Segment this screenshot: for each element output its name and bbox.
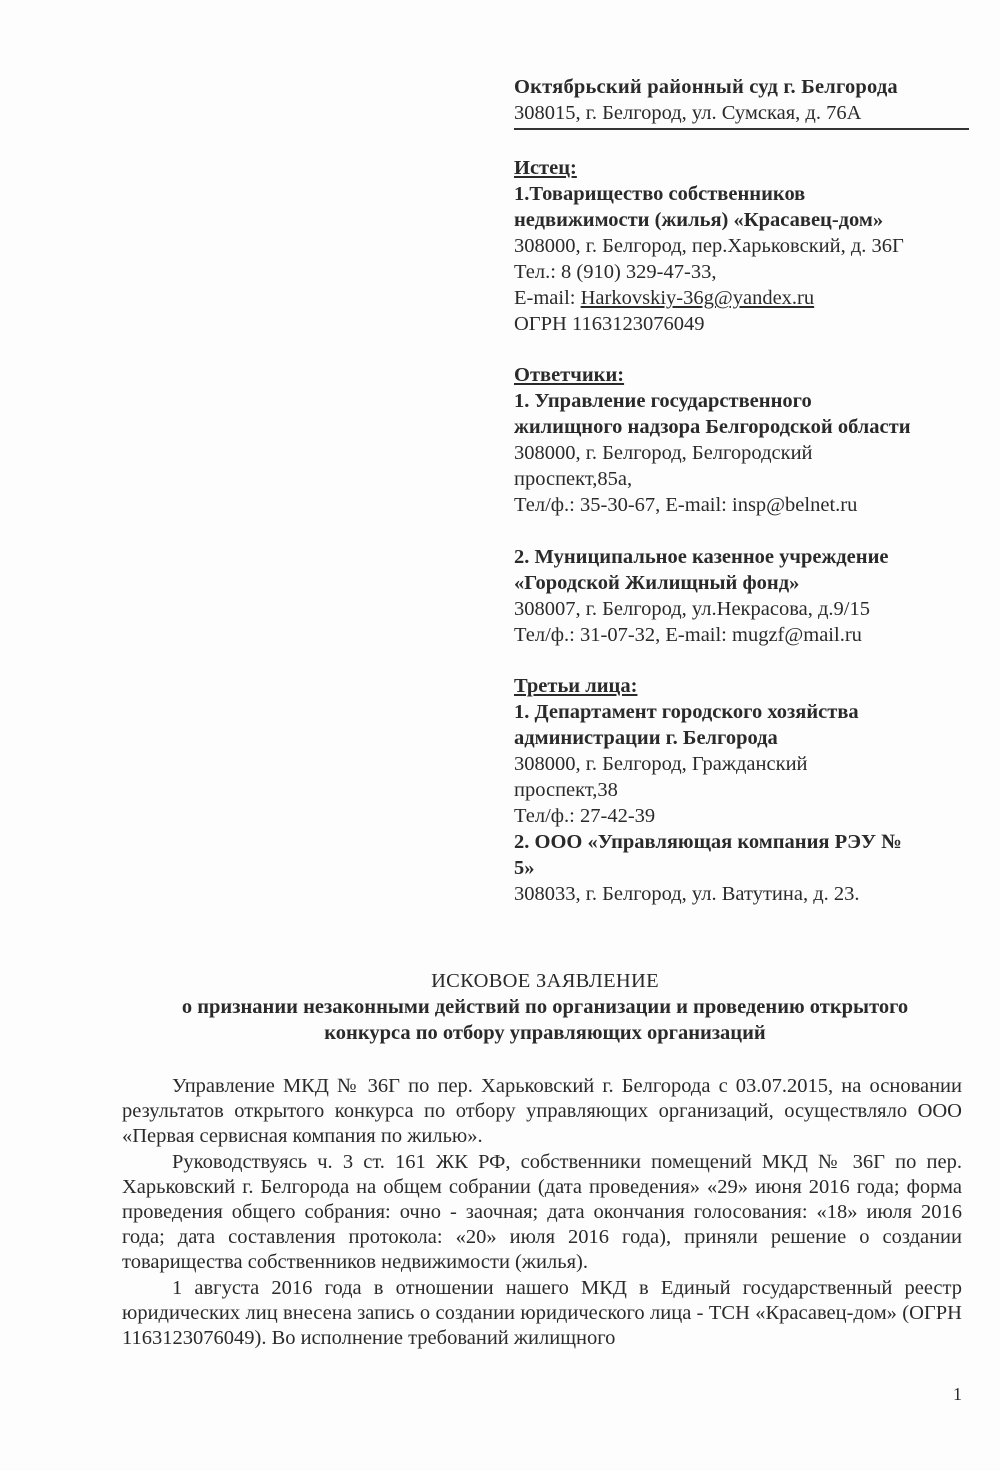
plaintiff-email-link[interactable]: Harkovskiy-36g@yandex.ru bbox=[580, 287, 815, 309]
third-party-1-name-line2: администрации г. Белгорода bbox=[514, 727, 778, 749]
defendants-block bbox=[514, 362, 969, 648]
third-party-2-name-line2: 5» bbox=[514, 857, 535, 879]
document-subtitle-line1: о признании незаконными действий по организации и проведению открытого bbox=[181, 996, 909, 1018]
defendant-1-contacts: Тел/ф.: 35-30-67, E-mail: insp@belnet.ru bbox=[514, 494, 858, 516]
defendant-2-name-line2: «Городской Жилищный фонд» bbox=[514, 572, 800, 594]
court-address: 308015, г. Белгород, ул. Сумская, д. 76А bbox=[514, 100, 969, 130]
addressee-block bbox=[514, 74, 969, 907]
body-paragraph-2: Руководствуясь ч. 3 ст. 161 ЖК РФ, собственники помещений МКД № 36Г по пер. Харьковский г. Белгорода на общем собрании (дата проведения» «29» июня 2016 года; форма проведения общего собрания: очно - заочная; дата окончания голосования: «18» июля 2016 года; дата составления протокола: «20» июля 2016 года), приняли решение о создании товарищества собственников недвижимости (жилья). bbox=[122, 1150, 962, 1274]
plaintiff-title: Истец: bbox=[514, 157, 577, 179]
third-parties-title: Третьи лица: bbox=[514, 675, 638, 697]
defendant-1-address-line2: проспект,85а, bbox=[514, 468, 633, 490]
plaintiff-address: 308000, г. Белгород, пер.Харьковский, д. 36Г bbox=[514, 235, 904, 257]
third-party-1-address-line1: 308000, г. Белгород, Гражданский bbox=[514, 753, 808, 775]
document-title: ИСКОВОЕ ЗАЯВЛЕНИЕ bbox=[431, 970, 659, 992]
third-party-1-name-line1: 1. Департамент городского хозяйства bbox=[514, 701, 859, 723]
court-name: Октябрьский районный суд г. Белгорода bbox=[514, 76, 898, 98]
plaintiff-email-label: E-mail: bbox=[514, 287, 581, 309]
plaintiff-block bbox=[514, 155, 969, 337]
plaintiff-name-line2: недвижимости (жилья) «Красавец-дом» bbox=[514, 209, 884, 231]
defendant-2-address: 308007, г. Белгород, ул.Некрасова, д.9/15 bbox=[514, 598, 870, 620]
plaintiff-phone: Тел.: 8 (910) 329-47-33, bbox=[514, 261, 717, 283]
document-body bbox=[122, 1074, 962, 1351]
body-paragraph-3: 1 августа 2016 года в отношении нашего МКД в Единый государственный реестр юридических лиц внесена запись о создании юридического лица - ТСН «Красавец-дом» (ОГРН 1163123076049). Во исполнение требований жилищного bbox=[122, 1276, 962, 1350]
defendant-1-name-line1: 1. Управление государственного bbox=[514, 390, 812, 412]
page-number: 1 bbox=[953, 1384, 962, 1404]
document-subtitle-line2: конкурса по отбору управляющих организаций bbox=[324, 1022, 766, 1044]
third-parties-block bbox=[514, 673, 969, 907]
document-title-block bbox=[120, 968, 970, 1046]
third-party-2-address: 308033, г. Белгород, ул. Ватутина, д. 23. bbox=[514, 883, 860, 905]
plaintiff-ogrn: ОГРН 1163123076049 bbox=[514, 313, 705, 335]
third-party-1-phone: Тел/ф.: 27-42-39 bbox=[514, 805, 656, 827]
defendants-title: Ответчики: bbox=[514, 364, 625, 386]
defendant-2-contacts: Тел/ф.: 31-07-32, E-mail: mugzf@mail.ru bbox=[514, 624, 862, 646]
defendant-1-name-line2: жилищного надзора Белгородской области bbox=[514, 416, 911, 438]
third-party-1-address-line2: проспект,38 bbox=[514, 779, 618, 801]
body-paragraph-1: Управление МКД № 36Г по пер. Харьковский г. Белгорода с 03.07.2015, на основании результатов открытого конкурса по отбору управляющих организаций, осуществляло ООО «Первая сервисная компания по жилью». bbox=[122, 1075, 962, 1148]
third-party-2-name-line1: 2. ООО «Управляющая компания РЭУ № bbox=[514, 831, 902, 853]
defendant-1-address-line1: 308000, г. Белгород, Белгородский bbox=[514, 442, 813, 464]
plaintiff-name-line1: 1.Товарищество собственников bbox=[514, 183, 806, 205]
defendant-2-name-line1: 2. Муниципальное казенное учреждение bbox=[514, 546, 889, 568]
plaintiff-email-row bbox=[514, 285, 969, 311]
